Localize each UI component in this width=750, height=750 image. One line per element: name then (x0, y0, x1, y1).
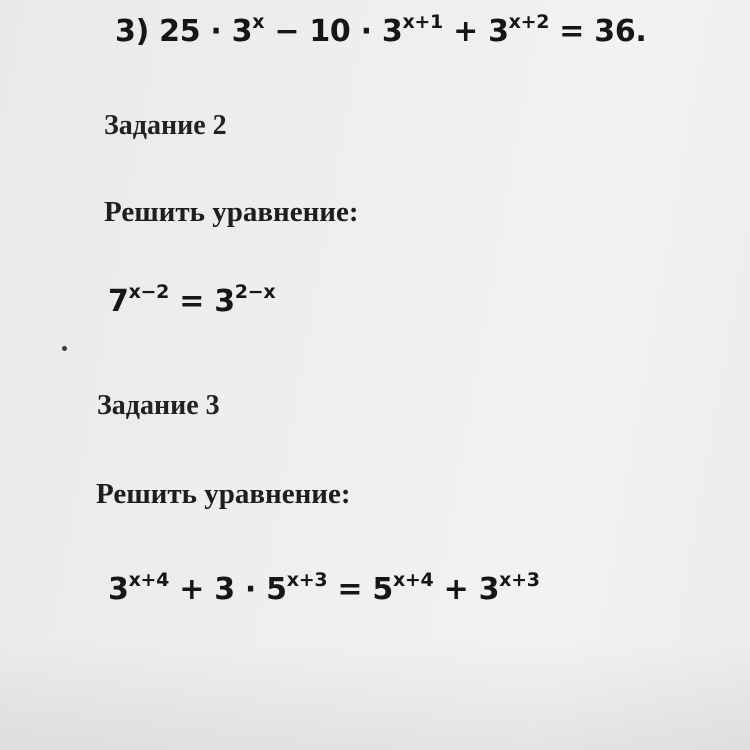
task-3-title: Задание 3 (97, 390, 220, 421)
task-2-instruction: Решить уравнение: (104, 196, 359, 228)
task-3-eq-mid3: + 3 (433, 572, 500, 607)
task-3-eq-mid1: + 3 · 5 (169, 572, 287, 607)
eq-top-exp3: x+2 (508, 11, 550, 33)
task-2-equation (108, 281, 276, 319)
eq-top-exp2: x+1 (402, 11, 443, 33)
eq-top-mid2: + 3 (442, 14, 509, 49)
task-3-eq-exp4: x+3 (499, 569, 540, 591)
eq-top-exp1: x (252, 11, 265, 33)
photo-shadow (0, 640, 750, 750)
task-2-title: Задание 2 (104, 110, 227, 141)
eq-top-mid1: − 10 · 3 (264, 14, 403, 49)
eq-top-prefix: 3) 25 · 3 (115, 14, 253, 49)
equation-item-3 (115, 11, 647, 49)
ink-dot (62, 346, 67, 351)
task-3-eq-mid2: = 5 (327, 572, 393, 607)
task-2-eq-mid: = 3 (169, 284, 235, 319)
eq-top-tail: = 36. (549, 14, 647, 49)
task-3-eq-exp3: x+4 (392, 569, 434, 591)
task-3-eq-exp1: x+4 (128, 569, 170, 591)
task-3-instruction: Решить уравнение: (96, 478, 351, 510)
task-2-eq-base1: 7 (108, 284, 129, 319)
task-2-eq-exp1: x−2 (128, 281, 170, 303)
task-3-equation (108, 569, 540, 607)
task-3-eq-exp2: x+3 (286, 569, 328, 591)
task-3-eq-base1: 3 (108, 572, 129, 607)
task-2-eq-exp2: 2−x (234, 281, 276, 303)
